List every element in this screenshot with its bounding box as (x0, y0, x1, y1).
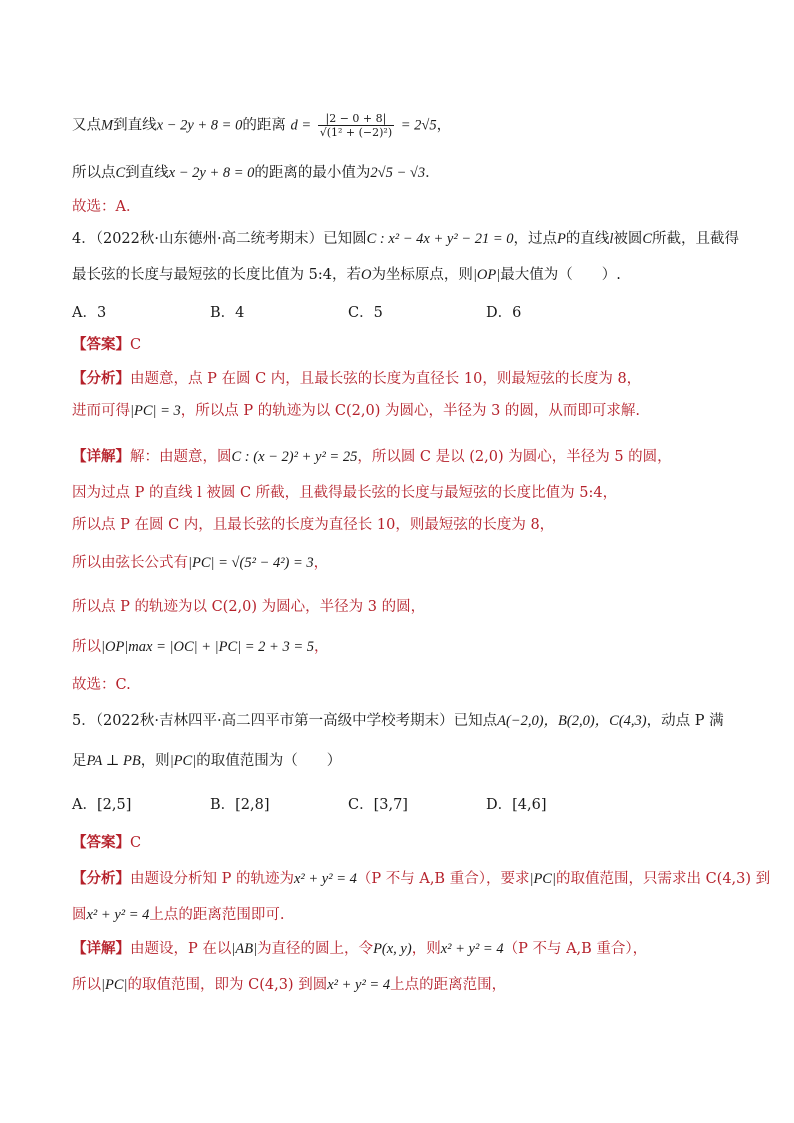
text-line-min-distance (72, 162, 734, 184)
text: 的取值范围，即为 C(4,3) 到圆 (127, 977, 328, 993)
text: 解：由题意，圆 (130, 449, 232, 465)
math-circle-eq: x² + y² = 4 (86, 907, 150, 923)
answer-tag: 【答案】 (72, 336, 130, 353)
q4-stem-line1 (72, 228, 740, 250)
text: ， (436, 117, 452, 134)
math-point: P(x, y) (373, 941, 412, 957)
text: ， (313, 555, 329, 571)
text: 上点的距离范围即可. (149, 907, 285, 923)
text: 上点的距离范围， (390, 977, 507, 993)
text: ，所以点 P 的轨迹为以 C(2,0) 为圆心，半径为 3 的圆，从而即可求解. (180, 403, 641, 419)
q5-analysis-line2 (72, 904, 734, 926)
text: 进而可得 (72, 403, 130, 419)
math-abs: |PC| (529, 871, 556, 887)
q4-detail-line7: 故选：C. (72, 677, 131, 693)
text: 的距离 (242, 117, 286, 134)
text: 所以 (72, 639, 101, 655)
q4-analysis-line1 (72, 368, 734, 390)
math-eq: PA ⊥ PB (86, 753, 141, 769)
q4-detail-line3: 所以点 P 在圆 C 内，且最长弦的长度为直径长 10，则最短弦的长度为 8， (72, 517, 555, 533)
math-var: C (115, 165, 126, 181)
math-var: P (556, 231, 566, 247)
math-var: l (609, 231, 614, 247)
text: （P 不与 A,B 重合），要求 (356, 871, 530, 887)
q4-detail-line2: 因为过点 P 的直线 l 被圆 C 所截，且截得最长弦的长度与最短弦的长度比值为 5:4， (72, 485, 618, 501)
q4-detail-line1 (72, 446, 734, 468)
text: 的距离的最小值为 (254, 165, 371, 181)
q4-option-c: C．5 (348, 305, 383, 321)
q4-detail-line5: 所以点 P 的轨迹为以 C(2,0) 为圆心，半径为 3 的圆， (72, 599, 426, 615)
text: 到直线 (125, 165, 169, 181)
answer-tag: 【答案】 (72, 834, 130, 851)
text: 所以由弦长公式有 (72, 555, 188, 571)
fraction-numerator: |2 − 0 + 8| (318, 112, 394, 126)
text: 的直线 (565, 231, 610, 247)
q5-stem-line2 (72, 750, 734, 772)
analysis-tag: 【分析】 (72, 370, 130, 387)
text: 足 (72, 753, 87, 769)
q4-detail-line6 (72, 636, 734, 658)
text: 5．（2022秋·吉林四平·高二四平市第一高级中学校考期末）已知点 (72, 713, 498, 729)
q4-analysis-line2 (72, 400, 734, 422)
math-circle-eq: C : (x − 2)² + y² = 25 (231, 449, 358, 465)
detail-tag: 【详解】 (72, 940, 130, 957)
text: 所以点 (72, 165, 116, 181)
fraction-denominator: √(1² + (−2)²) (319, 126, 393, 139)
text: 最大值为（ ）. (500, 267, 621, 283)
q4-option-d: D．6 (486, 305, 522, 321)
q5-detail-line1 (72, 938, 734, 960)
text: 被圆 (613, 231, 643, 247)
q4-option-b: B．4 (210, 305, 245, 321)
q5-analysis-line1 (72, 868, 771, 890)
text: 的取值范围为（ ） (196, 753, 342, 769)
text: 为坐标原点，则 (371, 267, 473, 283)
text: ，则 (140, 753, 170, 769)
math-result: = 2√5 (400, 117, 437, 134)
text: ，动点 P 满 (646, 713, 724, 729)
text-line-choice: 故选：A． (72, 199, 141, 215)
q5-option-d: D．[4,6] (486, 797, 547, 813)
text: ，则 (411, 941, 441, 957)
text: 所以 (72, 977, 101, 993)
math-points: A(−2,0)，B(2,0)，C(4,3) (497, 713, 647, 729)
detail-tag: 【详解】 (72, 448, 130, 465)
analysis-tag: 【分析】 (72, 870, 130, 887)
math-var: M (101, 117, 114, 134)
fraction (318, 112, 394, 139)
q4-answer (72, 334, 734, 356)
text: 圆 (72, 907, 87, 923)
text: ，过点 (513, 231, 557, 247)
text: 的取值范围，只需求出 C(4,3) 到 (555, 871, 771, 887)
text: 4．（2022秋·山东德州·高二统考期末）已知圆 (72, 231, 367, 247)
text: 所截，且截得 (652, 231, 740, 247)
math-circle-eq: x² + y² = 4 (327, 977, 391, 993)
text: 由题设，P 在以 (130, 941, 232, 957)
q5-answer (72, 832, 734, 854)
answer-value: C (130, 835, 142, 851)
math-eq: |OP|max = |OC| + |PC| = 2 + 3 = 5 (101, 639, 314, 655)
math-circle-eq: x² + y² = 4 (440, 941, 504, 957)
q5-stem-line1 (72, 710, 734, 732)
math-abs: |PC| (101, 977, 128, 993)
q4-detail-line4 (72, 552, 734, 574)
math-abs: |AB| (231, 941, 258, 957)
q5-option-b: B．[2,8] (210, 797, 270, 813)
q5-option-a: A．[2,5] (72, 797, 132, 813)
text: 为直径的圆上，令 (257, 941, 374, 957)
math-abs: |PC| (169, 753, 197, 769)
text: ， (314, 639, 329, 655)
text: ，所以圆 C 是以 (2,0) 为圆心，半径为 5 的圆， (357, 449, 672, 465)
math-circle-eq: x² + y² = 4 (293, 871, 357, 887)
text: 到直线 (113, 117, 157, 134)
math-result: 2√5 − √3 (370, 165, 426, 181)
text: 由题意，点 P 在圆 C 内，且最长弦的长度为直径长 10，则最短弦的长度为 8， (130, 371, 642, 387)
text: 最长弦的长度与最短弦的长度比值为 5:4，若 (72, 267, 361, 283)
answer-value: C (130, 337, 142, 353)
text: ． (425, 165, 440, 181)
math-var: C (642, 231, 653, 247)
math-eq: |PC| = √(5² − 4²) = 3 (188, 555, 314, 571)
text-line-distance (72, 112, 734, 139)
math-line-eq: x − 2y + 8 = 0 (168, 165, 255, 181)
q4-option-a: A．3 (72, 305, 107, 321)
q5-option-c: C．[3,7] (348, 797, 408, 813)
q5-detail-line2 (72, 974, 734, 996)
math-var: d = (290, 117, 312, 134)
q4-stem-line2 (72, 264, 734, 286)
text: 又点 (72, 117, 101, 134)
math-circle-eq: C : x² − 4x + y² − 21 = 0 (366, 231, 514, 247)
math-eq: |PC| = 3 (130, 403, 181, 419)
math-line-eq: x − 2y + 8 = 0 (156, 117, 243, 134)
text: 由题设分析知 P 的轨迹为 (130, 871, 294, 887)
text: （P 不与 A,B 重合）， (503, 941, 648, 957)
math-abs: |OP| (472, 267, 501, 283)
math-var: O (360, 267, 372, 283)
